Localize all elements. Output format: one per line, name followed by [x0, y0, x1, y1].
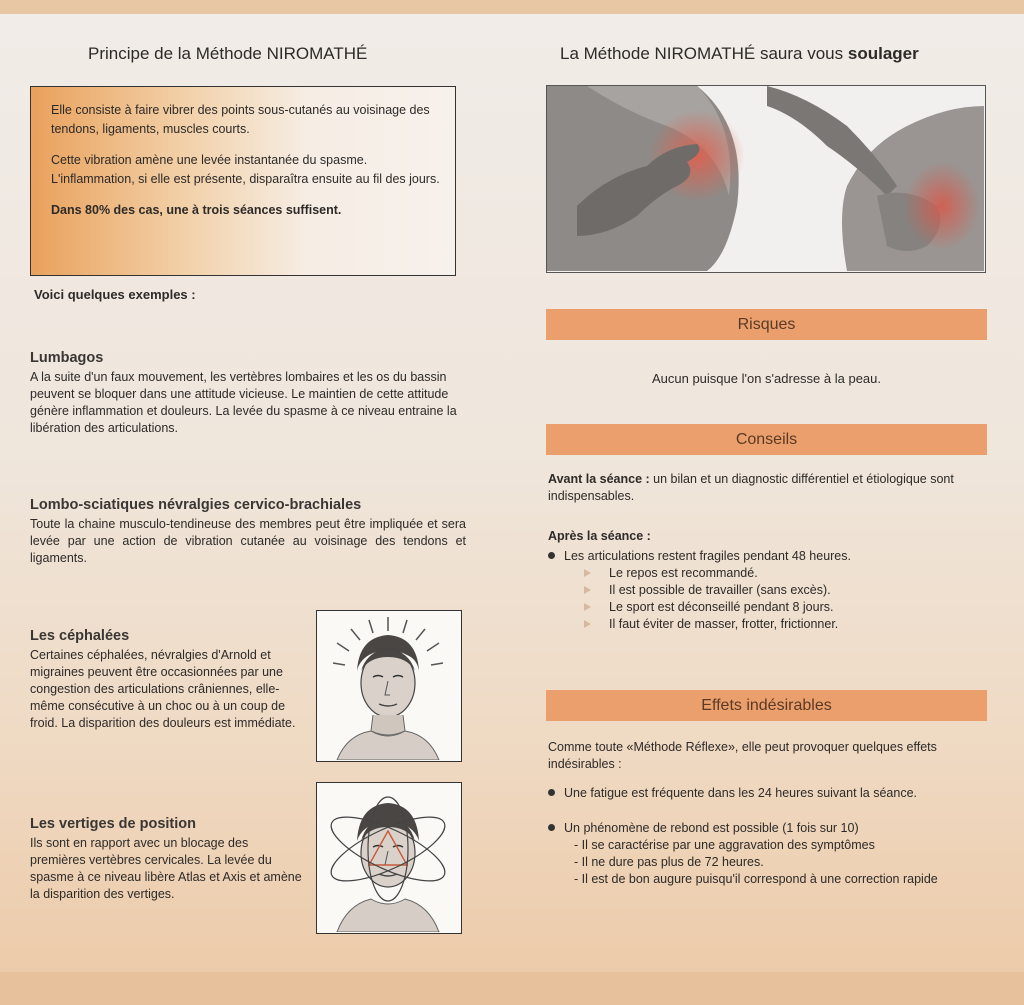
section-text: Certaines céphalées, névralgies d'Arnold et migraines peuvent être occasionnées par une congestion des articulations crâniennes, elle-même consécutive à un choc ou à un coup de froid. La disparition des douleurs est immédiate.: [30, 648, 296, 730]
effets-sub-item: - Il est de bon augure puisqu'il correspond à une correction rapide: [574, 872, 938, 886]
effets-bullet-2: [548, 820, 988, 837]
section-vertiges: [30, 816, 304, 903]
effets-sub-item: - Il ne dure pas plus de 72 heures.: [574, 855, 764, 869]
avant-text: un bilan et un diagnostic différentiel et étiologique sont indispensables.: [548, 472, 954, 503]
conseils-header: Conseils: [546, 424, 987, 455]
apres-item-text: Il faut éviter de masser, frotter, frictionner.: [609, 617, 839, 631]
section-cephalees: [30, 628, 300, 732]
examples-label: Voici quelques exemples :: [34, 287, 196, 302]
apres-label: Après la séance :: [548, 529, 651, 543]
section-text: A la suite d'un faux mouvement, les vertèbres lombaires et les os du bassin peuvent se bloquer dans une attitude vicieuse. Le maintien de cette attitude génère inflammation et douleurs. La levée du spasme à ce niveau entraine la libération des articulations.: [30, 370, 457, 435]
effets-bullet-1: [548, 785, 988, 802]
principle-text-2: Cette vibration amène une levée instantanée du spasme. L'inflammation, si elle est présente, disparaîtra ensuite au fil des jours.: [51, 153, 440, 186]
section-title: Lumbagos: [30, 350, 104, 366]
right-column-title: [560, 44, 919, 64]
section-lombo-sciatiques: [30, 497, 466, 567]
apres-item-text: Il est possible de travailler (sans excès).: [609, 583, 831, 597]
effets-sub-list: [548, 837, 964, 888]
headache-illustration: [316, 610, 462, 762]
principle-text-1: Elle consiste à faire vibrer des points sous-cutanés au voisinage des tendons, ligaments, muscles courts.: [51, 103, 430, 136]
section-text: Ils sont en rapport avec un blocage des premières vertèbres cervicales. La levée du spasme à ce niveau libère Atlas et Axis et amène la disparition des vertiges.: [30, 836, 302, 901]
bullet-icon: [548, 824, 555, 831]
section-title: Lombo-sciatiques névralgies cervico-brachiales: [30, 497, 362, 513]
effets-header: Effets indésirables: [546, 690, 987, 721]
bottom-band: [0, 972, 1024, 1005]
right-title-emphasis: soulager: [847, 44, 919, 63]
effets-bullet-text: Une fatigue est fréquente dans les 24 heures suivant la séance.: [564, 786, 918, 800]
apres-item-text: Le sport est déconseillé pendant 8 jours.: [609, 600, 834, 614]
pain-photo: [546, 85, 986, 273]
triangle-bullet-icon: [584, 620, 591, 628]
apres-item-text: Le repos est recommandé.: [609, 566, 758, 580]
list-item: [584, 599, 968, 616]
list-item: [584, 616, 968, 633]
top-band: [0, 0, 1024, 14]
apres-main-item: [548, 548, 968, 565]
bullet-icon: [548, 552, 555, 559]
list-item: [584, 582, 968, 599]
risques-text: Aucun puisque l'on s'adresse à la peau.: [651, 371, 881, 386]
list-item: [584, 565, 968, 582]
effets-bullet-text: Un phénomène de rebond est possible (1 fois sur 10): [564, 821, 859, 835]
effets-intro: Comme toute «Méthode Réflexe», elle peut provoquer quelques effets indésirables :: [548, 740, 937, 771]
risques-header: Risques: [546, 309, 987, 340]
conseils-apres: [548, 528, 968, 633]
vertigo-illustration: [316, 782, 462, 934]
avant-label: Avant la séance :: [548, 472, 650, 486]
effets-sub-item: - Il se caractérise par une aggravation des symptômes: [574, 838, 875, 852]
conseils-avant: [548, 471, 978, 505]
effets-block: [548, 739, 988, 888]
right-title-text: La Méthode NIROMATHÉ saura vous: [560, 44, 844, 63]
section-lumbagos: [30, 350, 470, 437]
triangle-bullet-icon: [584, 603, 591, 611]
principle-text-3: Dans 80% des cas, une à trois séances suffisent.: [51, 203, 342, 217]
section-text: Toute la chaine musculo-tendineuse des membres peut être impliquée et sera levée par une action de vibration cutanée au voisinage des tendons et ligaments.: [30, 517, 466, 565]
triangle-bullet-icon: [584, 586, 591, 594]
section-title: Les vertiges de position: [30, 816, 196, 832]
triangle-bullet-icon: [584, 569, 591, 577]
section-title: Les céphalées: [30, 628, 130, 644]
apres-sub-list: [548, 565, 968, 633]
left-column-title: Principe de la Méthode NIROMATHÉ: [88, 44, 368, 63]
apres-main-text: Les articulations restent fragiles pendant 48 heures.: [564, 549, 851, 563]
principle-box: [30, 86, 456, 276]
bullet-icon: [548, 789, 555, 796]
